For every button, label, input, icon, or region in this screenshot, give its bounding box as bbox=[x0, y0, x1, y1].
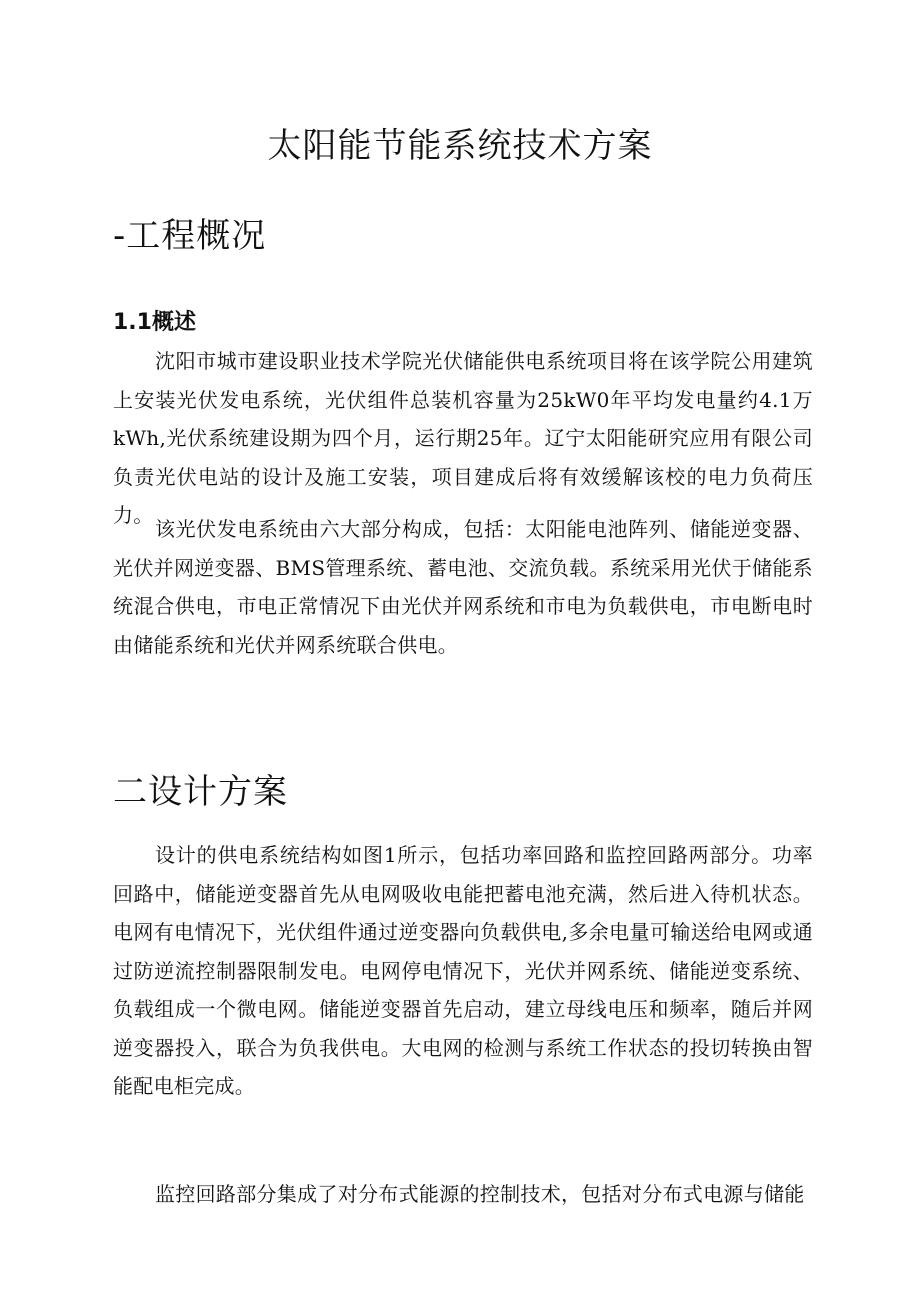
document-title: 太阳能节能系统技术方案 bbox=[267, 126, 653, 166]
section-heading-design: 二设计方案 bbox=[113, 772, 288, 812]
paragraph-system-composition: 该光伏发电系统由六大部分构成，包括：太阳能电池阵列、储能逆变器、光伏并网逆变器、BMS管理系统、蓄电池、交流负载。系统采用光伏于储能系统混合供电，市电正常情况下由光伏并网系统和市电为负载供电，市电断电时由储能系统和光伏并网系统联合供电。 bbox=[113, 517, 813, 657]
paragraph-power-loop: 设计的供电系统结构如图1所示，包括功率回路和监控回路两部分。功率回路中，储能逆变器首先从电网吸收电能把蓄电池充满，然后进入待机状态。电网有电情况下，光伏组件通过逆变器向负载供电,多余电量可输送给电网或通过防逆流控制器限制发电。电网停电情况下，光伏并网系统、储能逆变系统、负载组成一个微电网。储能逆变器首先启动，建立母线电压和频率，随后并网逆变器投入，联合为负我供电。大电网的检测与系统工作状态的投切转换由智能配电柜完成。 bbox=[113, 843, 813, 1098]
section-heading-overview: -工程概况 bbox=[113, 216, 267, 256]
paragraph-project-summary: 沈阳市城市建设职业技术学院光伏储能供电系统项目将在该学院公用建筑上安装光伏发电系统，光伏组件总装机容量为25kW0年平均发电量约4.1万kWh,光伏系统建设期为四个月，运行期25年。辽宁太阳能研究应用有限公司负责光伏电站的设计及施工安装，项目建成后将有效缓解该校的电力负荷压力。 bbox=[113, 349, 813, 527]
paragraph-monitoring-loop: 监控回路部分集成了对分布式能源的控制技术，包括对分布式电源与储能 bbox=[155, 1182, 805, 1206]
subsection-heading-summary: 1.1概述 bbox=[113, 310, 196, 335]
